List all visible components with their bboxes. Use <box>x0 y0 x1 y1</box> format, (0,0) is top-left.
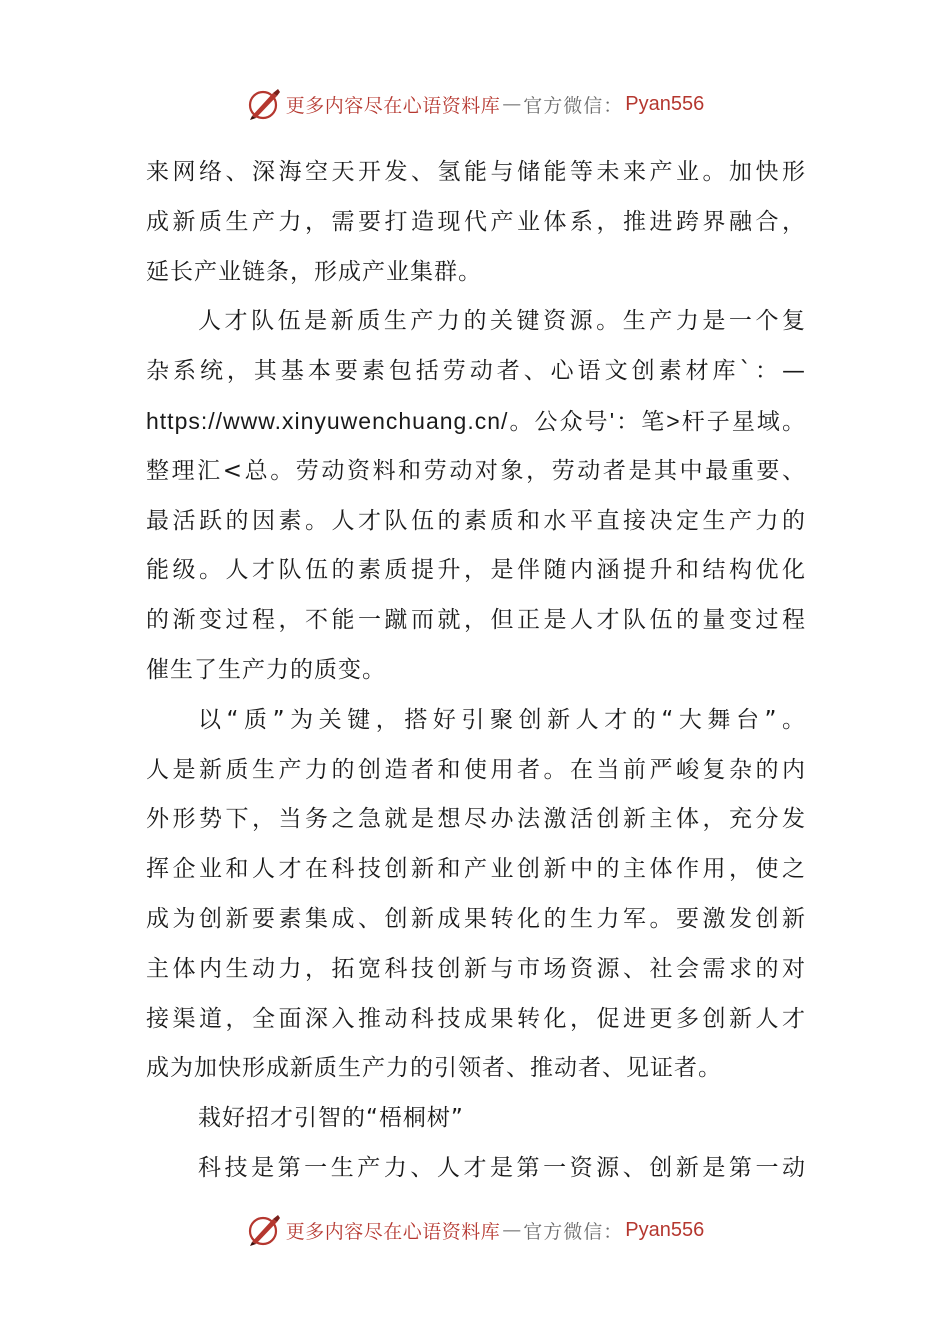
text-line: 能级。人才队伍的素质提升，是伴随内涵提升和结构优化 <box>146 557 806 584</box>
text-line: 整理汇<总。劳动资料和劳动对象，劳动者是其中最重要、 <box>146 457 806 484</box>
text-line: 催生了生产力的质变。 <box>146 656 386 683</box>
banner-dash: — <box>502 1219 522 1241</box>
text-line: 延长产业链条，形成产业集群。 <box>146 258 482 285</box>
text-line: 外形势下，当务之急就是想尽办法激活创新主体，充分发 <box>146 806 806 833</box>
text-line: 接渠道，全面深入推动科技成果转化，促进更多创新人才 <box>146 1005 806 1032</box>
text-line: 科技是第一生产力、人才是第一资源、创新是第一动 <box>198 1154 806 1181</box>
banner-site-text: 更多内容尽在心语资料库 <box>285 1220 501 1243</box>
pen-circle-logo-icon <box>246 1212 282 1248</box>
footer-banner <box>0 1210 950 1250</box>
text-line: 杂系统，其基本要素包括劳动者、心语文创素材库`：— <box>146 358 806 385</box>
banner-wechat-id: Pyan556 <box>625 92 705 115</box>
text-line: 挥企业和人才在科技创新和产业创新中的主体作用，使之 <box>146 856 806 883</box>
text-line: 成为创新要素集成、创新成果转化的生力军。要激发创新 <box>146 905 806 932</box>
text-line: 人是新质生产力的创造者和使用者。在当前严峻复杂的内 <box>146 756 806 783</box>
text-line: 最活跃的因素。人才队伍的素质和水平直接决定生产力的 <box>146 507 806 534</box>
text-line: 来网络、深海空天开发、氢能与储能等未来产业。加快形 <box>146 159 806 185</box>
text-line: 成新质生产力，需要打造现代产业体系，推进跨界融合， <box>146 208 806 235</box>
banner-wechat-label: 官方微信： <box>523 94 624 117</box>
section-heading: 栽好招才引智的“梧桐树” <box>198 1105 464 1132</box>
banner-site-text: 更多内容尽在心语资料库 <box>285 94 501 117</box>
banner-wechat-label: 官方微信： <box>523 1220 624 1243</box>
text-line: 主体内生动力，拓宽科技创新与市场资源、社会需求的对 <box>146 955 806 982</box>
header-banner <box>0 84 950 124</box>
text-line: 人才队伍是新质生产力的关键资源。生产力是一个复 <box>198 308 806 335</box>
text-line: 的渐变过程，不能一蹴而就，但正是人才队伍的量变过程 <box>146 607 806 634</box>
banner-wechat-id: Pyan556 <box>625 1218 705 1241</box>
text-line: 以“质”为关键，搭好引聚创新人才的“大舞台”。 <box>198 706 806 733</box>
text-line-url: https://www.xinyuwenchuang.cn/。公众号'：笔>杆子星域。 <box>146 407 806 434</box>
document-body <box>146 148 806 1194</box>
text-line: 成为加快形成新质生产力的引领者、推动者、见证者。 <box>146 1055 722 1082</box>
banner-dash: — <box>502 93 522 115</box>
pen-circle-logo-icon <box>246 86 282 122</box>
